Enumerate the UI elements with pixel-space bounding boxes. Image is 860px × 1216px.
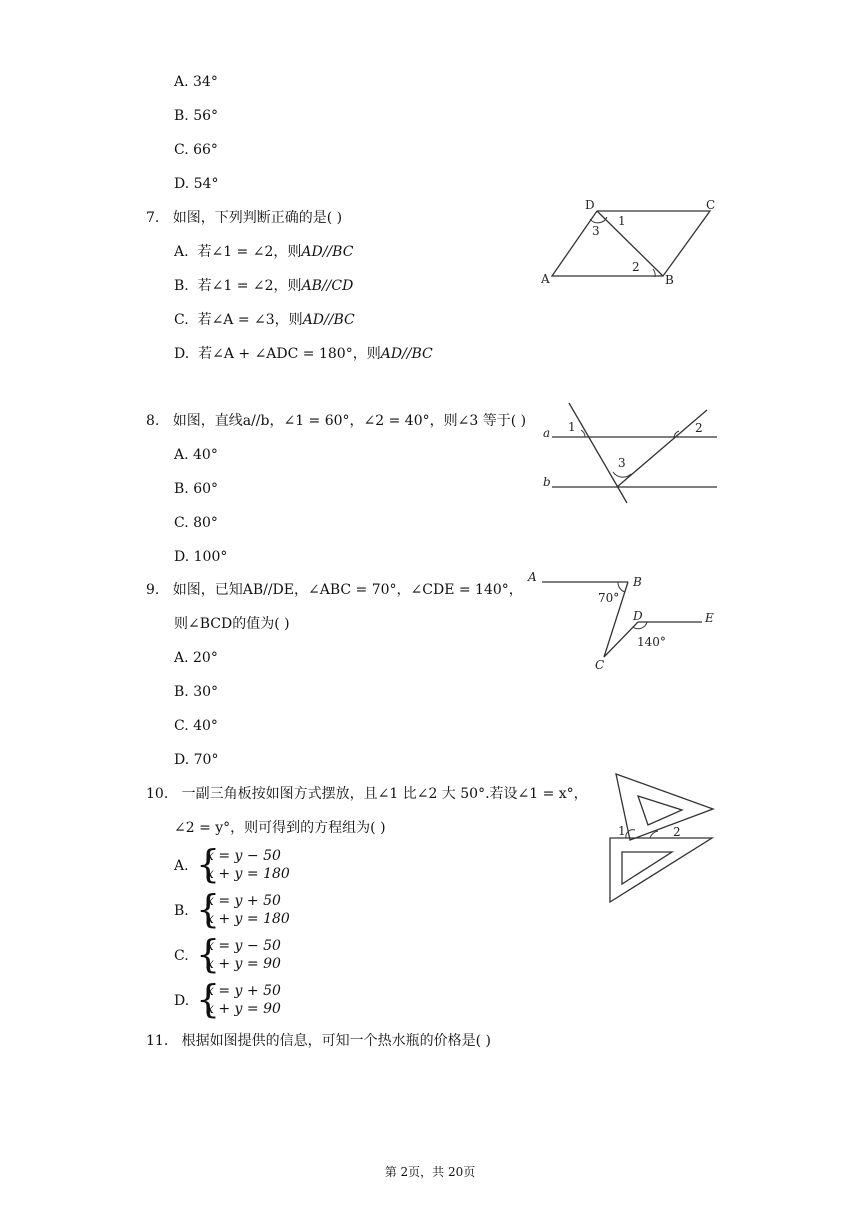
q8-label-a: a	[543, 426, 551, 440]
question-text-line2: ∠2 = y°，则可得到的方程组为( )	[174, 820, 386, 836]
question-text-line1: 如图，已知AB//DE，∠ABC = 70°，∠CDE = 140°，	[172, 582, 523, 598]
q8-figure-parallel-lines	[535, 400, 725, 505]
q8-angle-1: 1	[568, 420, 576, 434]
q9-angle-70: 70°	[598, 591, 620, 605]
page-footer: 第 2页，共 20页	[384, 1165, 476, 1179]
question-text: 根据如图提供的信息，可知一个热水瓶的价格是( )	[181, 1033, 491, 1049]
q7-angle-2: 2	[632, 260, 640, 274]
question-number: 11.	[146, 1033, 169, 1049]
q7-option-c: C. 若∠A = ∠3，则AD//BC	[174, 312, 355, 328]
q9-option-b: B. 30°	[174, 684, 219, 700]
question-10	[146, 784, 588, 804]
q9-label-a: A	[528, 570, 537, 584]
q7-label-b: B	[665, 273, 674, 287]
q9-option-c: C. 40°	[174, 718, 218, 734]
q9-option-d: D. 70°	[174, 752, 219, 768]
question-9	[146, 580, 523, 600]
q10-angle-2: 2	[673, 825, 681, 839]
question-7	[146, 208, 342, 228]
q8-option-d: D. 100°	[174, 549, 228, 565]
q7-option-a: A. 若∠1 = ∠2，则AD//BC	[174, 244, 354, 260]
q7-label-d: D	[585, 198, 595, 212]
q8-option-c: C. 80°	[174, 515, 218, 531]
q9-label-e: E	[705, 611, 714, 625]
question-number: 9.	[146, 582, 160, 598]
question-text-line2: 则∠BCD的值为( )	[174, 616, 290, 632]
q7-figure-parallelogram	[535, 195, 725, 290]
q7-angle-3: 3	[592, 224, 600, 238]
question-number: 8.	[146, 413, 160, 429]
q7-label-c: C	[706, 198, 716, 212]
q10-figure-set-squares	[600, 768, 725, 908]
q8-angle-3: 3	[618, 456, 626, 470]
option-d: D. 54°	[174, 176, 219, 192]
q9-angle-140: 140°	[637, 635, 666, 649]
q8-label-b: b	[543, 475, 551, 489]
q7-angle-1: 1	[618, 214, 626, 228]
q9-label-c: C	[595, 658, 605, 672]
q7-label-a: A	[541, 272, 550, 286]
question-number: 7.	[146, 210, 160, 226]
q10-angle-1: 1	[618, 824, 626, 838]
option-b: B. 56°	[174, 108, 219, 124]
q9-label-d: D	[633, 609, 643, 623]
q8-option-a: A. 40°	[174, 447, 218, 463]
q7-option-b: B. 若∠1 = ∠2，则AB//CD	[174, 278, 354, 294]
q8-option-b: B. 60°	[174, 481, 219, 497]
q9-figure-angles	[520, 565, 720, 675]
question-text-line1: 一副三角板按如图方式摆放，且∠1 比∠2 大 50°.若设∠1 = x°，	[181, 786, 588, 802]
option-a: A. 34°	[174, 74, 218, 90]
option-c: C. 66°	[174, 142, 218, 158]
question-number: 10.	[146, 786, 169, 802]
q7-option-d: D. 若∠A + ∠ADC = 180°，则AD//BC	[174, 346, 433, 362]
q9-option-a: A. 20°	[174, 650, 218, 666]
question-8	[146, 411, 526, 431]
question-11	[146, 1031, 491, 1051]
q9-label-b: B	[633, 575, 642, 589]
question-text: 如图，直线a//b，∠1 = 60°，∠2 = 40°，则∠3 等于( )	[172, 413, 527, 429]
q8-angle-2: 2	[695, 421, 703, 435]
question-text: 如图，下列判断正确的是( )	[172, 210, 343, 226]
